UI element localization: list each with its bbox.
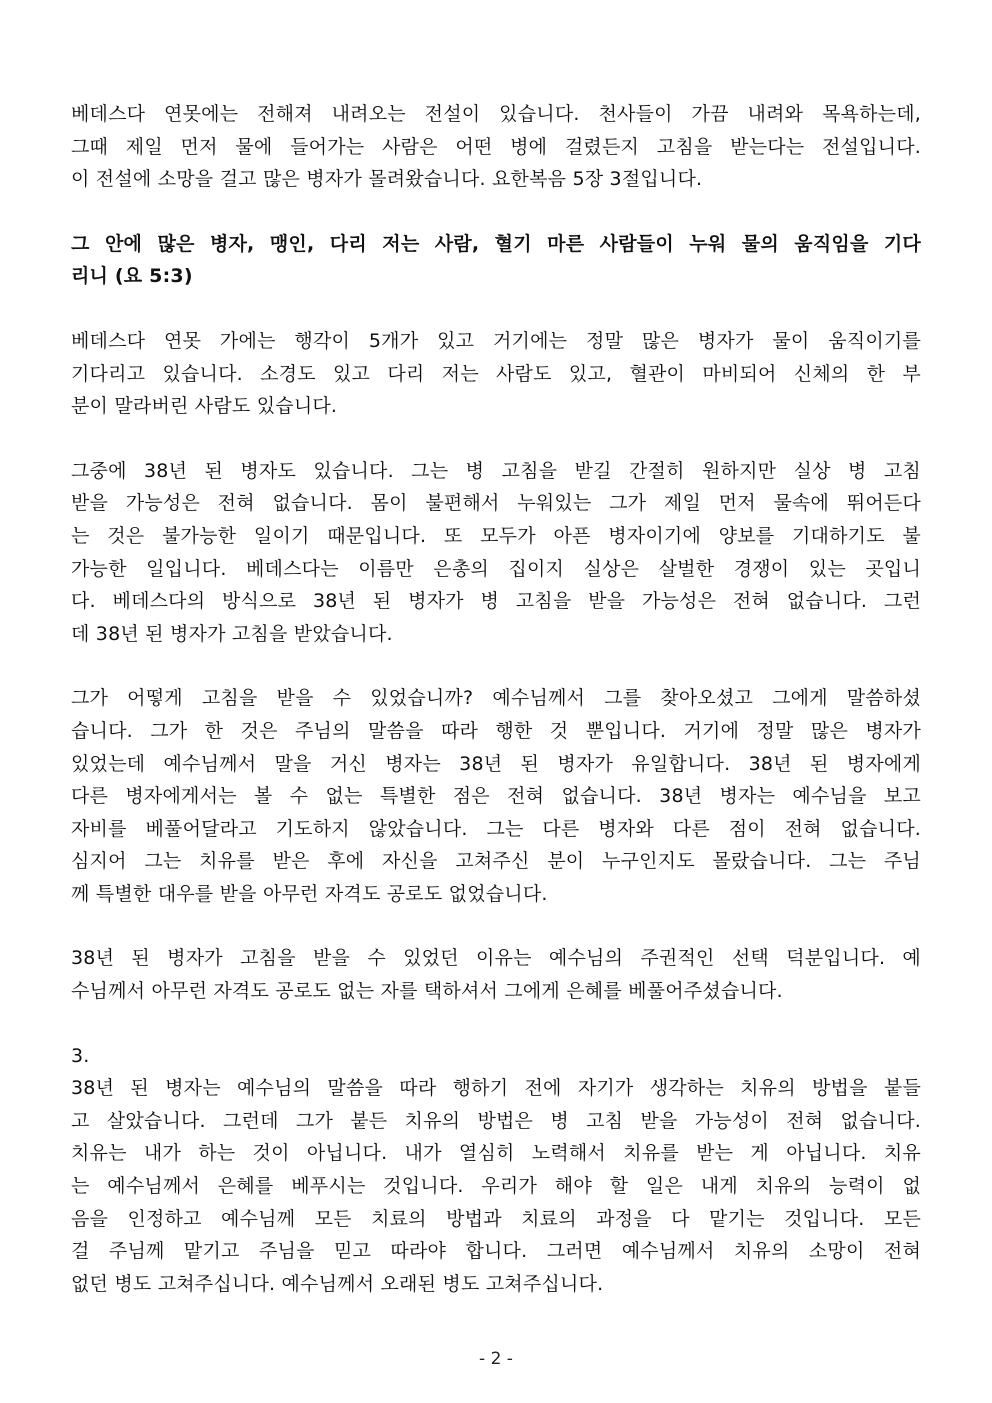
text-line: 걸 주님께 맡기고 주님을 믿고 따라야 합니다. 그러면 예수님께서 치유의 소망이 전혀 — [71, 1240, 921, 1263]
text-line: 3. — [71, 1044, 90, 1067]
paragraph — [71, 942, 921, 1007]
text-line: 없던 병도 고쳐주십니다. 예수님께서 오래된 병도 고쳐주십니다. — [71, 1272, 604, 1295]
text-line: 이 전설에 소망을 걸고 많은 병자가 몰려왔습니다. 요한복음 5장 3절입니다. — [71, 168, 703, 191]
text-line: 있었는데 예수님께서 말을 거신 병자는 38년 된 병자가 유일합니다. 38년 된 병자에게 — [71, 752, 921, 775]
text-line: 는 것은 불가능한 일이기 때문입니다. 또 모두가 아픈 병자이기에 양보를 기대하기도 불 — [71, 524, 921, 547]
text-line: 는 예수님께서 은혜를 베푸시는 것입니다. 우리가 해야 할 일은 내게 치유의 능력이 없 — [71, 1175, 921, 1198]
paragraph — [71, 1072, 921, 1300]
text-line: 그 안에 많은 병자, 맹인, 다리 저는 사람, 혈기 마른 사람들이 누워 물의 움직임을 기다 — [71, 232, 921, 255]
text-line: 고 살았습니다. 그런데 그가 붙든 치유의 방법은 병 고침 받을 가능성이 전혀 없습니다. — [71, 1109, 921, 1132]
document-body — [71, 98, 921, 1332]
text-line: 음을 인정하고 예수님께 모든 치료의 방법과 치료의 과정을 다 맡기는 것입니다. 모든 — [71, 1207, 921, 1230]
text-line: 받을 가능성은 전혀 없습니다. 몸이 불편해서 누워있는 그가 제일 먼저 물속에 뛰어든다 — [71, 492, 921, 515]
text-line: 베데스다 연못 가에는 행각이 5개가 있고 거기에는 정말 많은 병자가 물이 움직이기를 — [71, 329, 921, 352]
paragraph — [71, 325, 921, 423]
paragraph — [71, 682, 921, 910]
text-line: 자비를 베풀어달라고 기도하지 않았습니다. 그는 다른 병자와 다른 점이 전혀 없습니다. — [71, 817, 921, 840]
text-line: 심지어 그는 치유를 받은 후에 자신을 고쳐주신 분이 누구인지도 몰랐습니다. 그는 주님 — [71, 850, 921, 873]
page-number: - 2 - — [479, 1349, 513, 1369]
text-line: 분이 말라버린 사람도 있습니다. — [71, 395, 338, 418]
text-line: 께 특별한 대우를 받을 아무런 자격도 공로도 없었습니다. — [71, 882, 548, 905]
text-line: 38년 된 병자는 예수님의 말씀을 따라 행하기 전에 자기가 생각하는 치유의 방법을 붙들 — [71, 1077, 921, 1100]
text-line: 습니다. 그가 한 것은 주님의 말씀을 따라 행한 것 뿐입니다. 거기에 정말 많은 병자가 — [71, 719, 921, 742]
text-line: 기다리고 있습니다. 소경도 있고 다리 저는 사람도 있고, 혈관이 마비되어 신체의 한 부 — [71, 362, 921, 385]
text-line: 다른 병자에게서는 볼 수 없는 특별한 점은 전혀 없습니다. 38년 병자는 예수님을 보고 — [71, 785, 921, 808]
scripture-quote — [71, 228, 921, 293]
text-line: 그때 제일 먼저 물에 들어가는 사람은 어떤 병에 걸렸든지 고침을 받는다는 전설입니다. — [71, 135, 921, 158]
text-line: 38년 된 병자가 고침을 받을 수 있었던 이유는 예수님의 주권적인 선택 덕분입니다. 예 — [71, 947, 921, 970]
text-line: 베데스다 연못에는 전해져 내려오는 전설이 있습니다. 천사들이 가끔 내려와 목욕하는데, — [71, 103, 921, 125]
text-line: 그중에 38년 된 병자도 있습니다. 그는 병 고침을 받길 간절히 원하지만 실상 병 고침 — [71, 459, 921, 482]
text-line: 그가 어떻게 고침을 받을 수 있었습니까? 예수님께서 그를 찾아오셨고 그에게 말씀하셨 — [71, 687, 921, 710]
text-line: 수님께서 아무런 자격도 공로도 없는 자를 택하셔서 그에게 은혜를 베풀어주셨습니다. — [71, 980, 783, 1003]
text-line: 다. 베데스다의 방식으로 38년 된 병자가 병 고침을 받을 가능성은 전혀 없습니다. 그런 — [71, 590, 921, 613]
text-line: 가능한 일입니다. 베데스다는 이름만 은총의 집이지 실상은 살벌한 경쟁이 있는 곳입니 — [71, 557, 921, 580]
text-line: 데 38년 된 병자가 고침을 받았습니다. — [71, 622, 393, 645]
text-line: 리니 (요 5:3) — [71, 265, 193, 288]
paragraph — [71, 98, 921, 196]
text-line: 치유는 내가 하는 것이 아닙니다. 내가 열심히 노력해서 치유를 받는 게 아닙니다. 치유 — [71, 1142, 921, 1165]
section-number — [71, 1040, 921, 1073]
paragraph — [71, 455, 921, 651]
